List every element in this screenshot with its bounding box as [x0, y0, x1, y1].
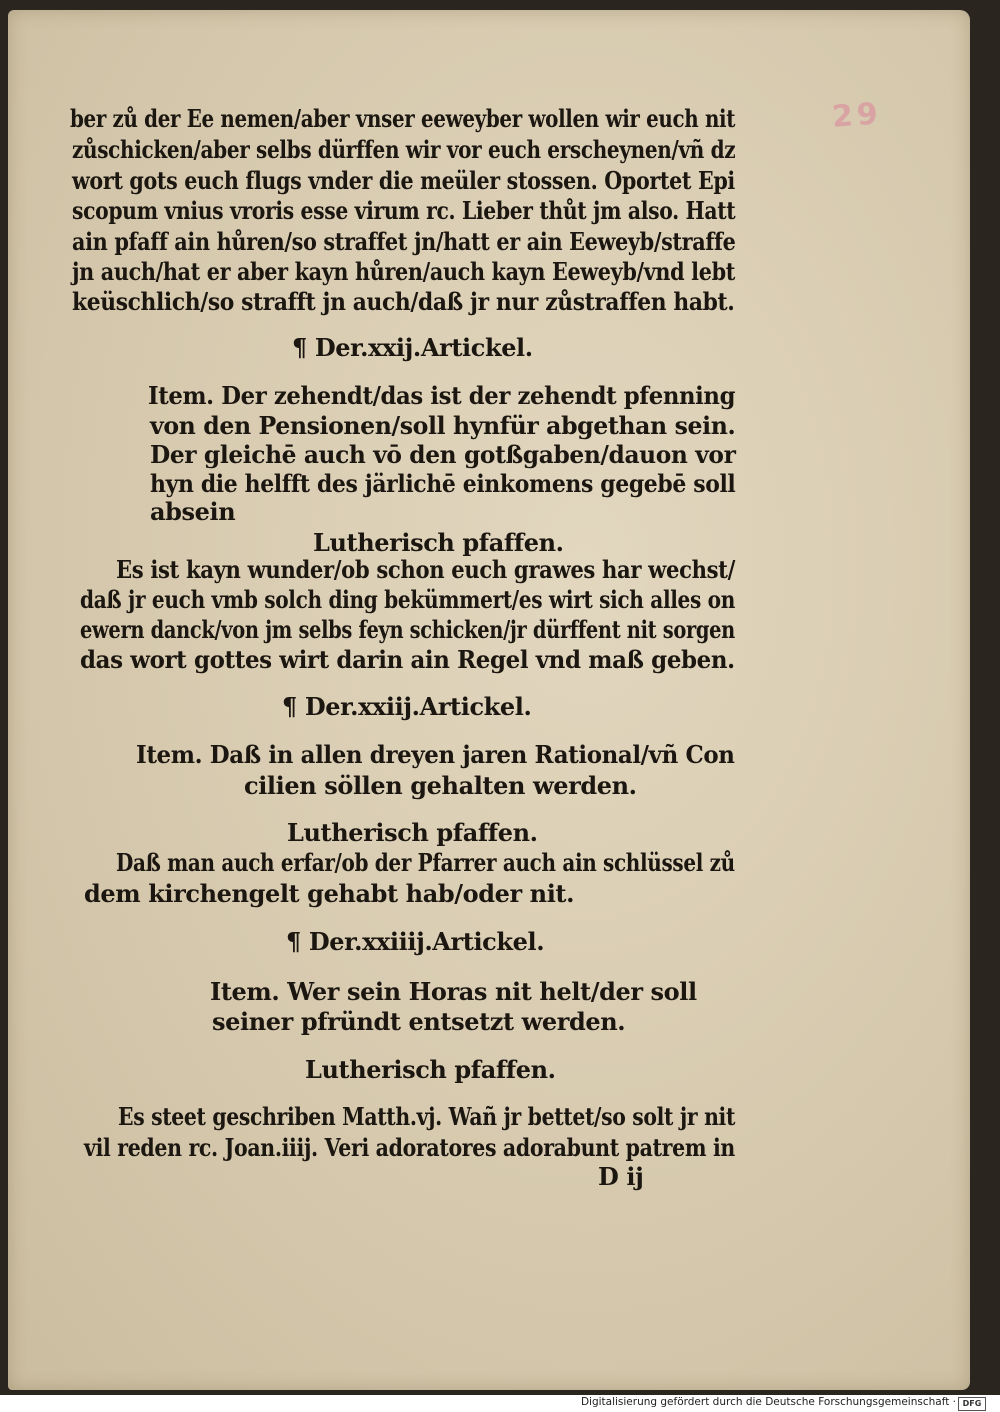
article-heading: ¶ Der.xxiij.Artickel.: [282, 692, 532, 721]
text-line: vil reden rc. Joan.iiij. Veri adoratores adorabunt patrem in: [84, 1133, 735, 1162]
text-line: wort gots euch flugs vnder die meüler stossen. Oportet Epi: [72, 166, 735, 195]
text-line: ber zů der Ee nemen/aber vnser eeweyber wollen wir euch nit: [70, 104, 736, 133]
text-line: Der gleichē auch vō den gotßgaben/dauon vor: [150, 440, 736, 469]
text-line: ewern danck/von jm selbs feyn schicken/jr dürffent nit sorgen: [80, 615, 735, 644]
text-line: Item. Der zehendt/das ist der zehendt pfenning: [148, 381, 736, 410]
footer-credit: Digitalisierung gefördert durch die Deutsche Forschungsgemeinschaft ·: [580, 1396, 956, 1408]
dfg-logo: DFG: [958, 1397, 986, 1411]
text-line: ain pfaff ain hůren/so straffet jn/hatt er ain Eeweyb/straffe: [72, 227, 736, 256]
text-line: hyn die helfft des järlichē einkomens gegebē soll: [150, 469, 736, 498]
text-line: daß jr euch vmb solch ding bekümmert/es wirt sich alles on: [80, 585, 736, 614]
text-line: keüschlich/so strafft jn auch/daß jr nur zůstraffen habt.: [72, 287, 735, 316]
article-heading: ¶ Der.xxiiij.Artickel.: [286, 927, 545, 956]
signature-mark: D ij: [598, 1162, 644, 1191]
text-line: dem kirchengelt gehabt hab/oder nit.: [84, 879, 575, 908]
text-line: das wort gottes wirt darin ain Regel vnd maß geben.: [80, 645, 735, 674]
section-heading: Lutherisch pfaffen.: [305, 1055, 556, 1084]
text-line: von den Pensionen/soll hynfür abgethan sein.: [150, 411, 736, 440]
section-heading: Lutherisch pfaffen.: [313, 528, 564, 557]
text-line: seiner pfründt entsetzt werden.: [212, 1007, 626, 1036]
section-heading: Lutherisch pfaffen.: [287, 818, 538, 847]
footer-bar: [0, 1395, 1000, 1412]
text-line: jn auch/hat er aber kayn hůren/auch kayn Eeweyb/vnd lebt: [72, 257, 735, 286]
text-line: absein: [150, 497, 236, 526]
text-line: Es ist kayn wunder/ob schon euch grawes har wechst/: [116, 555, 735, 584]
text-line: zůschicken/aber selbs dürffen wir vor euch erscheynen/vñ dz: [72, 135, 736, 164]
folio-number: 29: [830, 96, 883, 135]
text-line: scopum vnius vroris esse virum rc. Lieber thůt jm also. Hatt: [72, 196, 736, 225]
text-line: Daß man auch erfar/ob der Pfarrer auch ain schlüssel zů: [116, 848, 735, 877]
text-line: Item. Wer sein Horas nit helt/der soll: [210, 977, 697, 1006]
text-line: cilien söllen gehalten werden.: [244, 771, 637, 800]
article-heading: ¶ Der.xxij.Artickel.: [292, 333, 533, 362]
text-line: Es steet geschriben Matth.vj. Wañ jr bettet/so solt jr nit: [118, 1102, 736, 1131]
text-line: Item. Daß in allen dreyen jaren Rational/vñ Con: [136, 740, 735, 769]
